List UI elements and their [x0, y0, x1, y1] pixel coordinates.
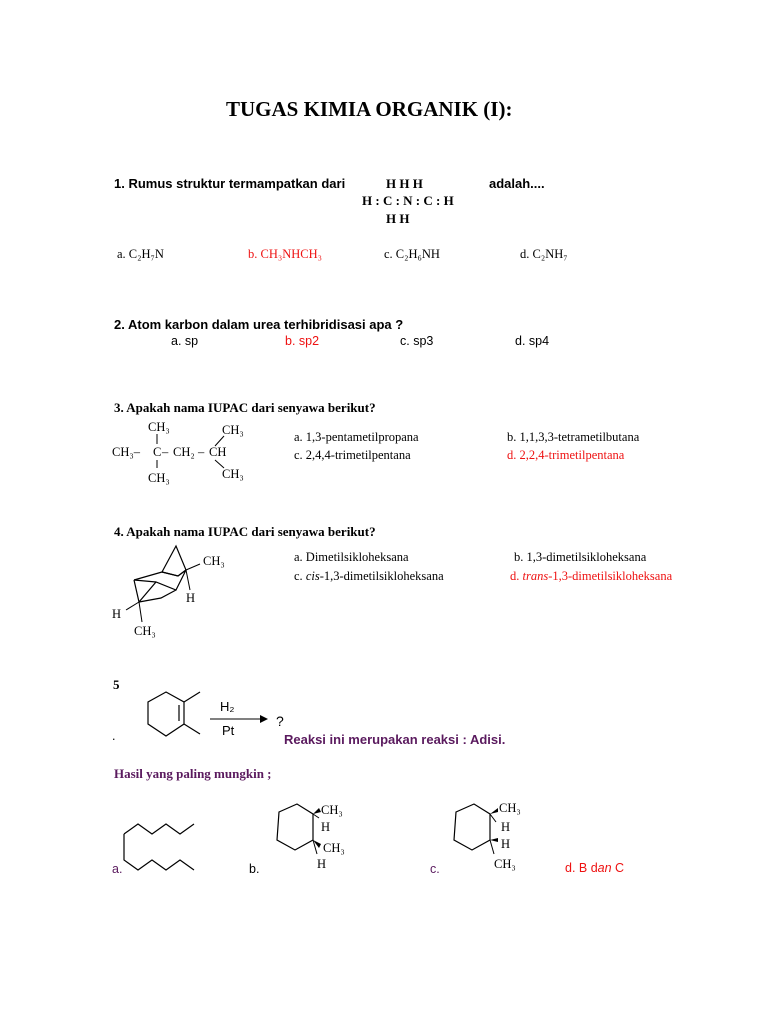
q4-option-d-italic: trans: [522, 569, 549, 583]
q1-text: 1. Rumus struktur termampatkan dari: [114, 176, 346, 191]
q5-b-label-h-bottom: H: [317, 857, 327, 871]
q3-option-b: b. 1,1,3,3-tetrametilbutana: [507, 430, 640, 444]
q1-option-b: b. CH₃NHCH₃: [248, 247, 322, 261]
q3-ch3-left: CH₃–: [112, 445, 140, 459]
page-title: TUGAS KIMIA ORGANIK (I):: [226, 97, 513, 121]
q3-ch3-top: CH₃: [148, 420, 170, 434]
q4-option-c: [294, 569, 444, 584]
q4-option-a: a. Dimetilsikloheksana: [294, 550, 409, 564]
q4-text: 4. Apakah nama IUPAC dari senyawa berikut?: [114, 524, 376, 539]
q5-option-a: a.: [112, 862, 123, 876]
q5-b-label-h-top: H: [321, 820, 331, 834]
q4-label-h-lower: H: [112, 607, 122, 621]
q3-text: [114, 400, 376, 416]
q5-reagent-h2: H₂: [220, 699, 235, 714]
q5-dot: .: [112, 729, 116, 743]
q5-reactant-structure: [130, 688, 210, 748]
q5-option-d-part2: C: [611, 861, 625, 875]
q2-option-a: a. sp: [171, 334, 199, 348]
q5-option-c-structure: [432, 798, 542, 878]
q4-label-ch3-lower: CH₃: [134, 624, 156, 638]
q5-c-label-h-bottom: H: [501, 837, 511, 851]
q2-option-c: c. sp3: [400, 334, 434, 348]
q3-ch3-lowright: CH₃: [222, 467, 244, 481]
q4-option-c-prefix: c.: [294, 569, 306, 583]
q4-option-d-rest: -1,3-dimetilsikloheksana: [548, 569, 673, 583]
q3-option-c: c. 2,4,4-trimetilpentana: [294, 448, 411, 462]
q3-dash2: –: [198, 445, 205, 459]
q5-c-label-h-top: H: [501, 820, 511, 834]
q5-reagent-pt: Pt: [222, 723, 235, 738]
q5-option-c: c.: [430, 862, 440, 876]
q4-label-ch3-upper: CH₃: [203, 554, 225, 568]
q4-option-c-italic: cis: [305, 569, 320, 583]
q5-option-d-part1: d. B d: [565, 861, 598, 875]
q3-ch: CH: [209, 445, 227, 459]
q1-suffix: adalah....: [489, 176, 545, 191]
q4-option-d-prefix: d.: [510, 569, 523, 583]
q3-dash1: –: [162, 445, 169, 459]
q4-chair-structure: [110, 540, 230, 640]
q4-option-d: [510, 569, 672, 584]
q1-option-a: a. C₂H₇N: [117, 247, 164, 261]
q5-option-b: b.: [249, 862, 260, 876]
q1-lewis-row3: H H: [386, 211, 410, 226]
q5-b-label-ch3-bottom: CH₃: [323, 841, 345, 855]
q1-option-d: d. C₂NH₇: [520, 247, 568, 261]
q3-ch3-bottom: CH₃: [148, 471, 170, 485]
q5-c-label-ch3-top: CH₃: [499, 801, 521, 815]
q4-option-c-rest: -1,3-dimetilsikloheksana: [319, 569, 444, 583]
q3-ch2: CH₂: [173, 445, 195, 459]
q5-arrow: [210, 714, 270, 724]
q3-c: C: [153, 445, 162, 459]
q5-b-label-ch3-top: CH₃: [321, 803, 343, 817]
q5-c-label-ch3-bottom: CH₃: [494, 857, 516, 871]
q5-option-d: [565, 861, 624, 875]
q3-option-a: a. 1,3-pentametilpropana: [294, 430, 419, 444]
q4-label-h-upper: H: [186, 591, 196, 605]
q4-option-b: b. 1,3-dimetilsikloheksana: [514, 550, 647, 564]
q3-question: . Apakah nama IUPAC dari senyawa berikut?: [120, 400, 376, 415]
q5-number: 5: [113, 677, 120, 692]
q5-option-d-italic: an: [597, 861, 612, 875]
q3-number: 3: [114, 400, 121, 415]
q2-option-b: b. sp2: [285, 334, 320, 348]
q5-option-b-structure: [255, 800, 365, 880]
q5-option-a-structure: [120, 820, 210, 880]
q2-option-d: d. sp4: [515, 334, 550, 348]
q1-option-c: c. C₂H₆NH: [384, 247, 440, 261]
q2-text: 2. Atom karbon dalam urea terhibridisasi apa ?: [114, 317, 404, 332]
q3-structure: [112, 418, 282, 488]
q3-ch3-upright: CH₃: [222, 423, 244, 437]
q1-lewis-row1: H H H: [386, 176, 423, 191]
q5-subtitle: Hasil yang paling mungkin ;: [114, 766, 272, 781]
q5-question-mark: ?: [276, 713, 284, 729]
q5-reaction-text: Reaksi ini merupakan reaksi : Adisi.: [284, 732, 506, 747]
q1-lewis-row2: H : C : N : C : H: [362, 193, 454, 208]
q3-option-d: d. 2,2,4-trimetilpentana: [507, 448, 625, 462]
